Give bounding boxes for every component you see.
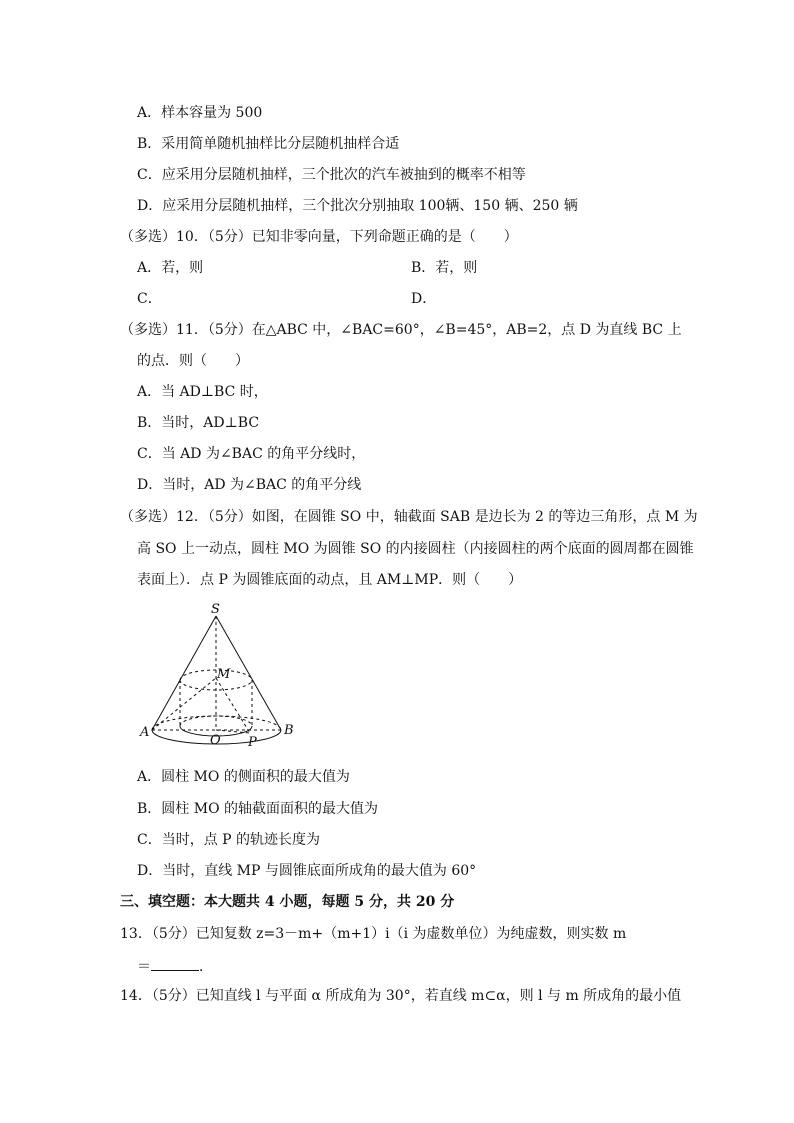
section-heading: 三、填空题：本大题共 4 小题，每题 5 分，共 20 分 bbox=[120, 894, 455, 910]
q9-option-d: D．应采用分层随机抽样，三个批次分别抽取 100辆、150 辆、250 辆 bbox=[137, 198, 578, 214]
q12-option-d: D．当时，直线 MP 与圆锥底面所成角的最大值为 60° bbox=[137, 863, 477, 879]
q11-option-a: A．当 AD⊥BC 时， bbox=[137, 384, 268, 400]
q11-option-d: D．当时，AD 为∠BAC 的角平分线 bbox=[137, 477, 362, 493]
q11-option-b: B．当时，AD⊥BC bbox=[137, 415, 260, 431]
cone-figure bbox=[130, 598, 310, 758]
q12-option-b: B．圆柱 MO 的轴截面面积的最大值为 bbox=[137, 801, 379, 817]
q13-line1: 13．（5分）已知复数 z=3－m+（m+1）i（i 为虚数单位）为纯虚数，则实数 m bbox=[120, 926, 627, 942]
q11-stem-line1: （多选）11．（5分）在△ABC 中，∠BAC=60°，∠B=45°，AB=2，点 D 为直线 BC 上 bbox=[120, 322, 682, 338]
q12-option-a: A．圆柱 MO 的侧面积的最大值为 bbox=[137, 769, 350, 785]
q10-option-b: B．若，则 bbox=[411, 260, 478, 276]
q13-line2 bbox=[137, 956, 213, 976]
q10-option-a: A．若，则 bbox=[137, 260, 204, 276]
label-b: B bbox=[284, 723, 294, 738]
q10-option-d: D． bbox=[411, 291, 437, 307]
q10-stem: （多选）10．（5分）已知非零向量，下列命题正确的是（ ） bbox=[120, 229, 518, 245]
q9-option-c: C．应采用分层随机抽样，三个批次的汽车被抽到的概率不相等 bbox=[137, 167, 526, 183]
q12-stem-line3: 表面上）．点 P 为圆锥底面的动点，且 AM⊥MP．则（ ） bbox=[137, 572, 523, 588]
label-o: O bbox=[210, 733, 221, 748]
label-s: S bbox=[211, 602, 220, 617]
q11-option-c: C．当 AD 为∠BAC 的角平分线时， bbox=[137, 446, 366, 462]
q11-stem-line2: 的点．则（ ） bbox=[137, 353, 249, 369]
q13-period: ． bbox=[199, 959, 213, 975]
q12-option-c: C．当时，点 P 的轨迹长度为 bbox=[137, 832, 321, 848]
q9-option-b: B．采用简单随机抽样比分层随机抽样合适 bbox=[137, 136, 400, 152]
label-m: M bbox=[217, 667, 231, 682]
q14-line1: 14．（5分）已知直线 l 与平面 α 所成角为 30°，若直线 m⊂α，则 l 与 m 所成角的最小值 bbox=[120, 988, 682, 1004]
q9-option-a: A．样本容量为 500 bbox=[137, 105, 263, 121]
q12-stem-line2: 高 SO 上一动点，圆柱 MO 为圆锥 SO 的内接圆柱（内接圆柱的两个底面的圆周都在圆锥 bbox=[137, 541, 694, 557]
label-a: A bbox=[140, 725, 150, 740]
q12-stem-line1: （多选）12．（5分）如图，在圆锥 SO 中，轴截面 SAB 是边长为 2 的等边三角形，点 M 为 bbox=[120, 509, 698, 525]
q10-option-c: C． bbox=[137, 291, 162, 307]
q13-equals: ＝ bbox=[137, 959, 151, 975]
label-p: P bbox=[248, 735, 257, 750]
q13-answer-blank[interactable] bbox=[151, 956, 199, 971]
